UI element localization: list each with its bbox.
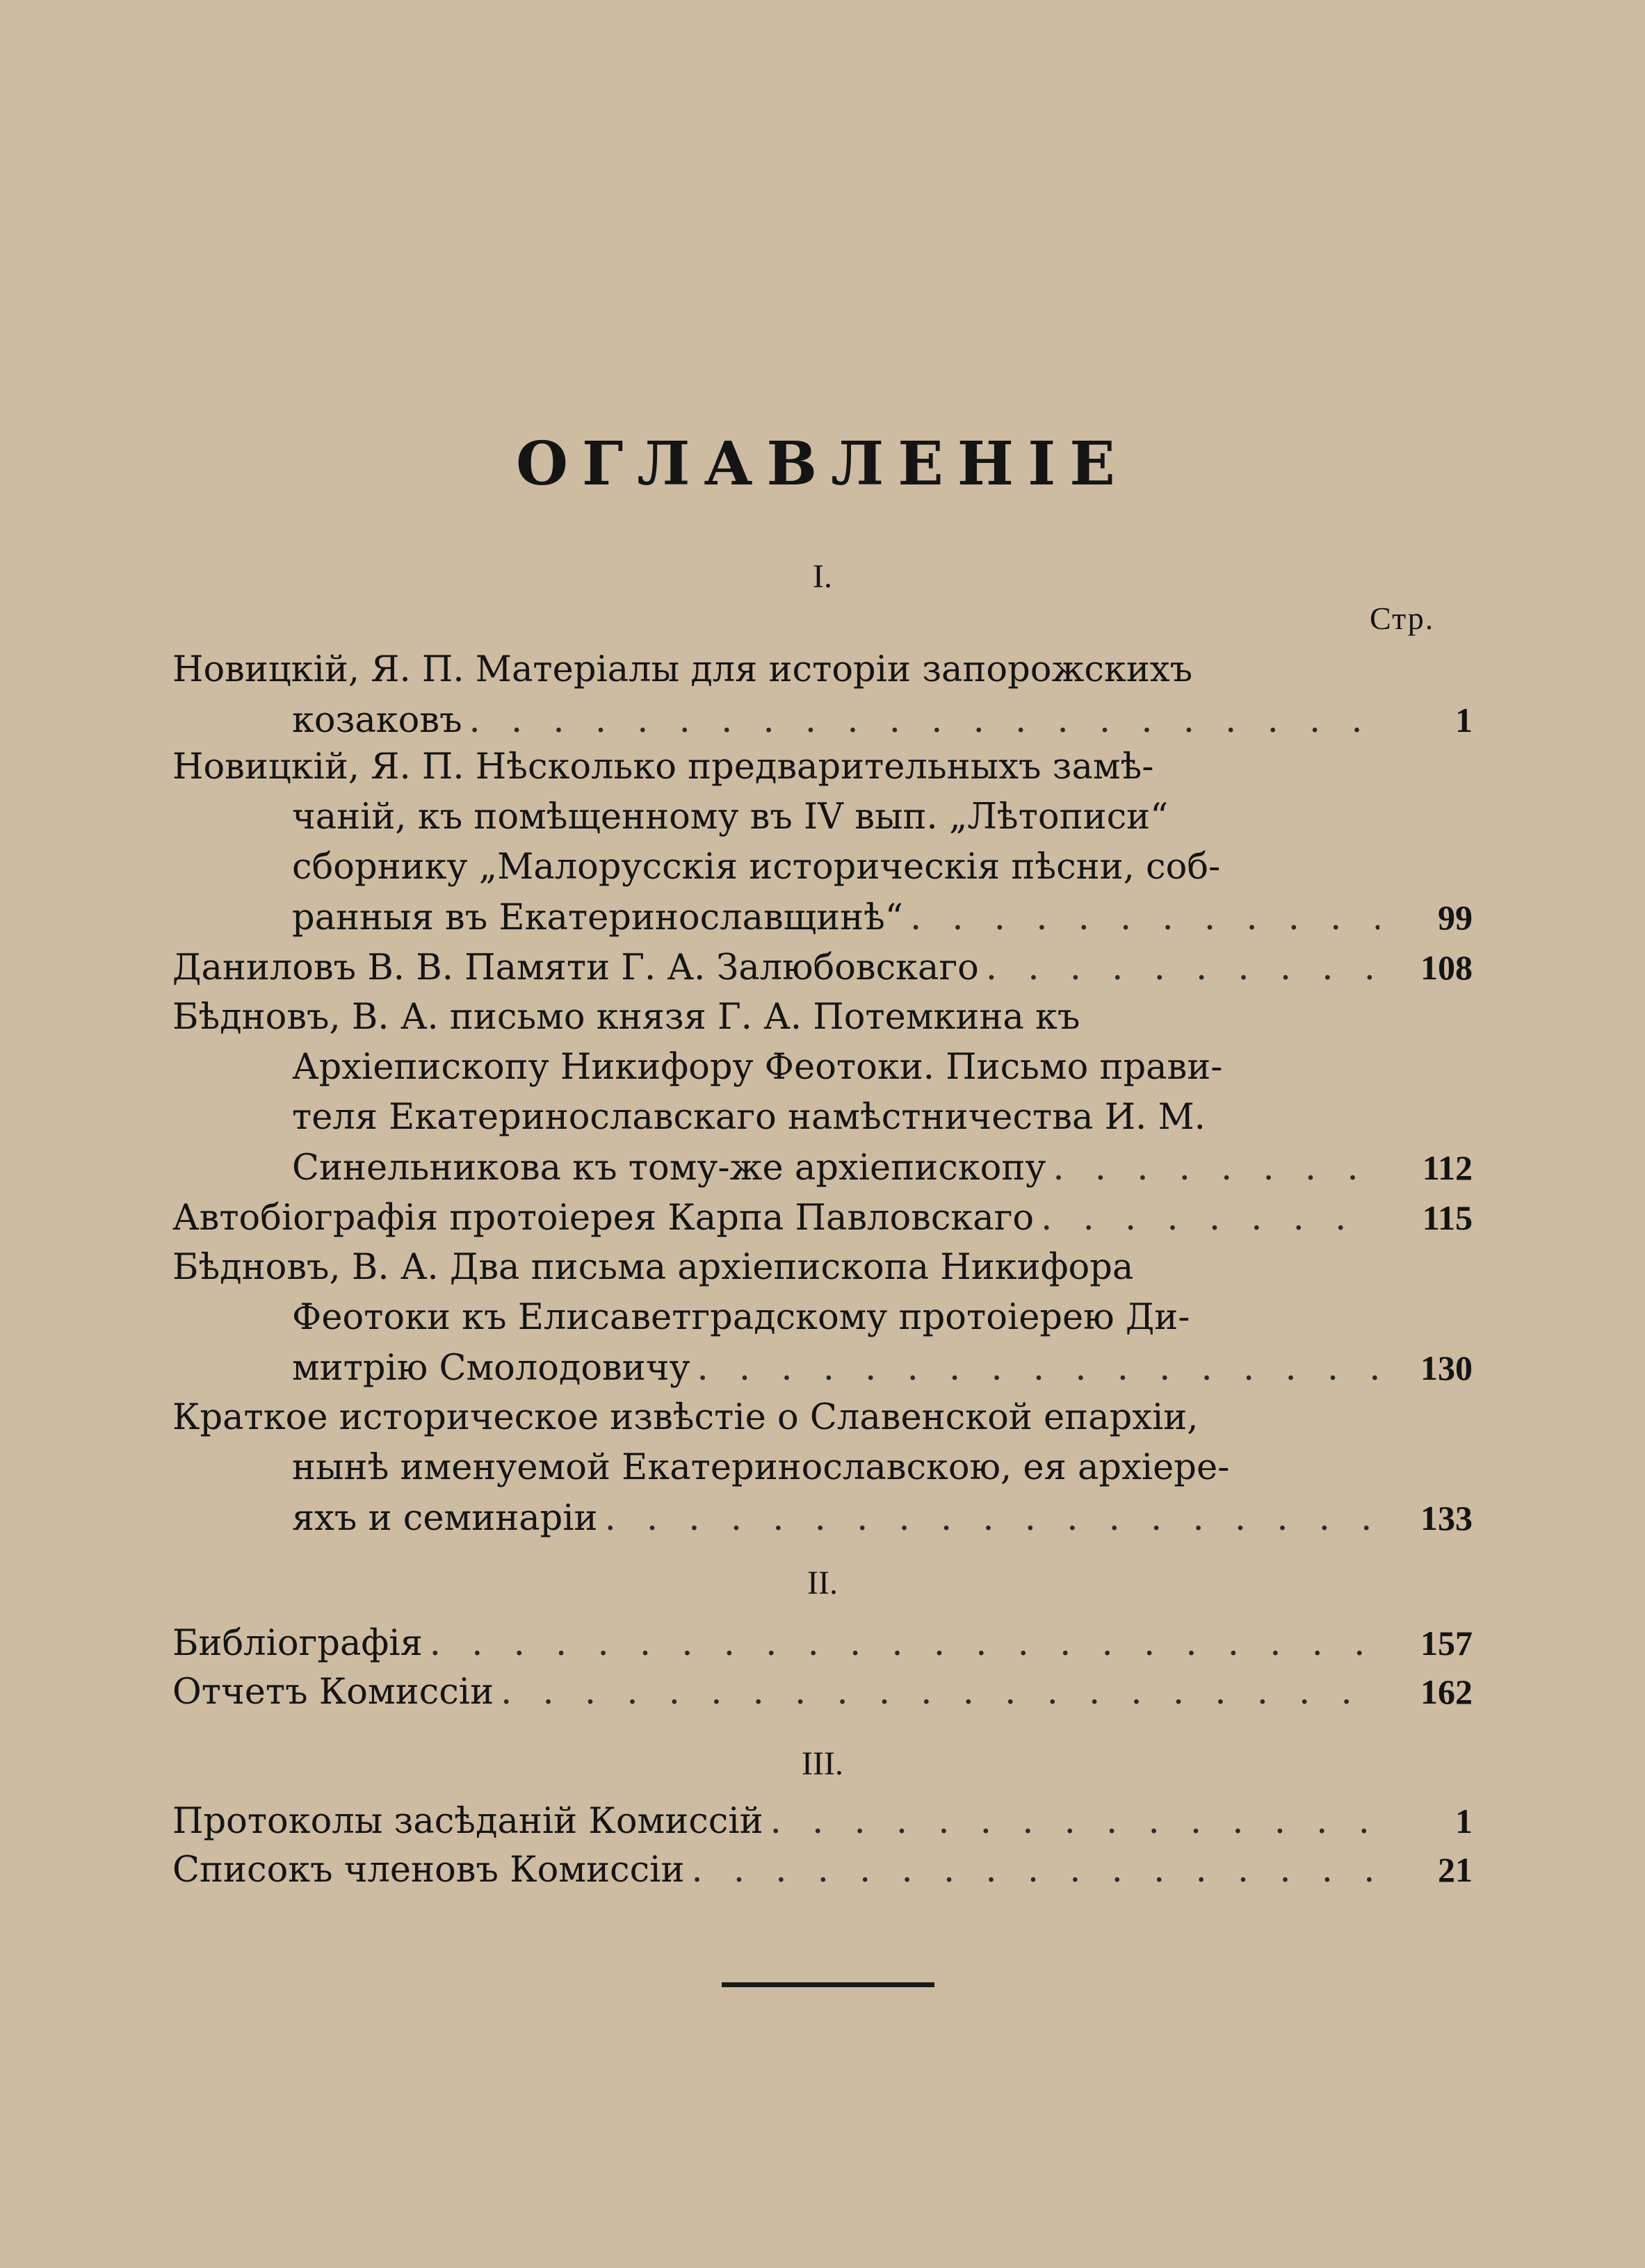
end-rule bbox=[722, 1982, 934, 1987]
entry-last-line bbox=[172, 1343, 1473, 1393]
page-title: ОГЛАВЛЕНІЕ bbox=[516, 429, 1129, 499]
entry-line: Синельникова къ тому-же архіепископу bbox=[292, 1148, 1046, 1189]
toc-entry bbox=[172, 1393, 1473, 1543]
page-number: 162 bbox=[1420, 1672, 1473, 1711]
page-number: 157 bbox=[1420, 1624, 1473, 1663]
entry-last-line bbox=[172, 1667, 1473, 1717]
section-numeral-1: I. bbox=[813, 558, 832, 595]
entry-line: теля Екатеринославскаго намѣстничества И. М. bbox=[292, 1097, 1206, 1138]
entry-last-line bbox=[172, 695, 1473, 745]
page-number: 115 bbox=[1422, 1198, 1473, 1237]
dot-leader bbox=[430, 1619, 1379, 1669]
entry-line: ранныя въ Екатеринославщинѣ“ bbox=[292, 897, 903, 938]
entry-last-line bbox=[172, 1493, 1473, 1543]
dot-leader bbox=[691, 1845, 1379, 1895]
entry-line: козаковъ bbox=[292, 700, 462, 741]
entry-last-line bbox=[172, 892, 1473, 943]
entry-line: Новицкій, Я. П. Нѣсколько предварительныхъ замѣ- bbox=[172, 747, 1154, 788]
entry-last-line bbox=[172, 1143, 1473, 1193]
toc-entry bbox=[172, 1243, 1473, 1393]
page-number: 1 bbox=[1455, 701, 1473, 740]
entry-last-line bbox=[172, 1796, 1473, 1846]
dot-leader bbox=[697, 1344, 1379, 1394]
toc-entry bbox=[172, 1667, 1473, 1717]
section-numeral-2: II. bbox=[807, 1565, 838, 1601]
entry-line: Архіепископу Никифору Феотоки. Письмо прави- bbox=[292, 1047, 1223, 1088]
toc-entry bbox=[172, 943, 1473, 993]
toc-entry bbox=[172, 993, 1473, 1193]
toc-entry bbox=[172, 645, 1473, 745]
toc-entry bbox=[172, 1845, 1473, 1895]
page-number: 21 bbox=[1438, 1850, 1473, 1889]
dot-leader bbox=[910, 893, 1379, 943]
entry-line: Краткое историческое извѣстіе о Славенской епархіи, bbox=[172, 1397, 1199, 1438]
toc-entry bbox=[172, 1193, 1473, 1243]
entry-line: Библіографія bbox=[172, 1623, 423, 1664]
page-number: 133 bbox=[1420, 1499, 1473, 1537]
entry-last-line bbox=[172, 1845, 1473, 1895]
toc-entry bbox=[172, 1618, 1473, 1668]
entry-line: Отчетъ Комиссіи bbox=[172, 1672, 494, 1713]
toc-entry bbox=[172, 742, 1473, 943]
entry-last-line bbox=[172, 943, 1473, 993]
dot-leader bbox=[770, 1797, 1379, 1847]
entry-line: Феотоки къ Елисаветградскому протоіерею Ди- bbox=[292, 1297, 1190, 1338]
entry-line: Бѣдновъ, В. А. Два письма архіепископа Никифора bbox=[172, 1247, 1134, 1288]
section-numeral-3: III. bbox=[802, 1745, 843, 1782]
dot-leader bbox=[605, 1494, 1379, 1544]
page-number: 112 bbox=[1422, 1148, 1473, 1187]
entry-line: Даниловъ В. В. Памяти Г. А. Залюбовскаго bbox=[172, 947, 979, 988]
page-number: 130 bbox=[1420, 1348, 1473, 1387]
entry-line: Бѣдновъ, В. А. письмо князя Г. А. Потемкина къ bbox=[172, 997, 1080, 1038]
entry-last-line bbox=[172, 1618, 1473, 1668]
dot-leader bbox=[469, 696, 1379, 746]
entry-line: Протоколы засѣданій Комиссій bbox=[172, 1801, 763, 1842]
page-number: 108 bbox=[1420, 948, 1473, 987]
page-number: 99 bbox=[1438, 898, 1473, 937]
entry-line: Автобіографія протоіерея Карпа Павловскаго bbox=[172, 1198, 1035, 1239]
entry-line: Новицкій, Я. П. Матеріалы для исторіи запорожскихъ bbox=[172, 649, 1193, 690]
entry-line: сборнику „Малорусскія историческія пѣсни, соб- bbox=[292, 847, 1221, 888]
entry-last-line bbox=[172, 1193, 1473, 1243]
page-column-label: Стр. bbox=[1370, 601, 1435, 636]
toc-entry bbox=[172, 1796, 1473, 1846]
dot-leader bbox=[986, 943, 1379, 993]
entry-line: митрію Смолодовичу bbox=[292, 1348, 690, 1389]
page-number: 1 bbox=[1455, 1802, 1473, 1841]
dot-leader bbox=[1041, 1193, 1379, 1243]
entry-line: чаній, къ помѣщенному въ IV вып. „Лѣтописи“ bbox=[292, 797, 1169, 838]
dot-leader bbox=[501, 1667, 1379, 1718]
entry-line: яхъ и семинаріи bbox=[292, 1498, 598, 1539]
entry-line: Списокъ членовъ Комиссіи bbox=[172, 1850, 685, 1891]
entry-line: нынѣ именуемой Екатеринославскою, ея архіере- bbox=[292, 1447, 1230, 1488]
dot-leader bbox=[1053, 1143, 1379, 1193]
